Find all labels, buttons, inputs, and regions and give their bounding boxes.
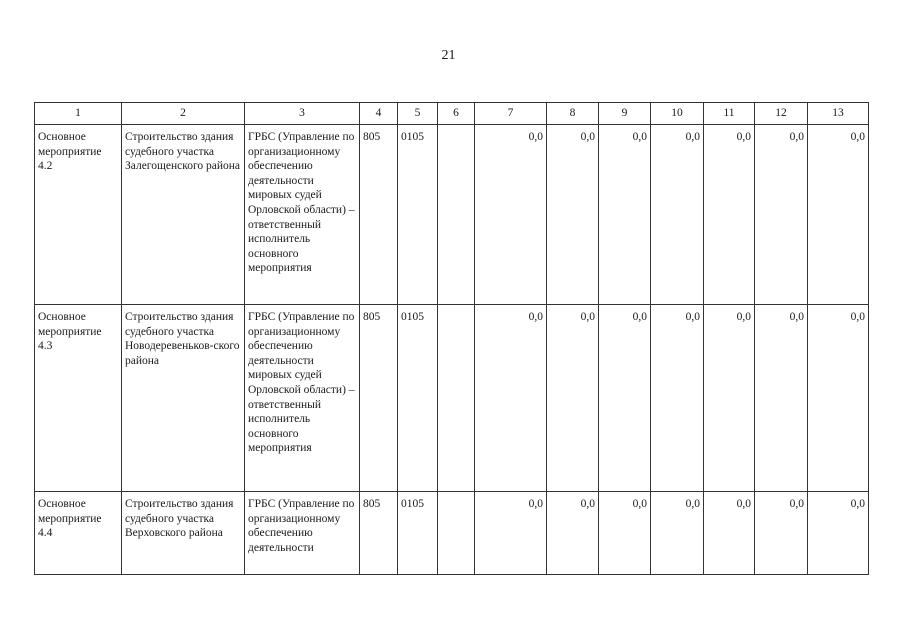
table-row (35, 492, 869, 575)
column-header: 5 (398, 103, 438, 125)
code-cell: 805 (360, 305, 398, 492)
column-header: 9 (599, 103, 651, 125)
value-cell: 0,0 (651, 492, 704, 575)
table-header-row (35, 103, 869, 125)
value-cell: 0,0 (547, 492, 599, 575)
value-cell: 0,0 (704, 492, 755, 575)
value-cell: 0,0 (475, 305, 547, 492)
column-header: 12 (755, 103, 808, 125)
column-header: 8 (547, 103, 599, 125)
value-cell: 0,0 (547, 305, 599, 492)
column-header: 2 (122, 103, 245, 125)
event-cell: Основное мероприятие 4.3 (35, 305, 122, 492)
column-header: 3 (245, 103, 360, 125)
value-cell: 0,0 (808, 492, 869, 575)
value-cell: 0,0 (651, 305, 704, 492)
event-cell: Основное мероприятие 4.2 (35, 125, 122, 305)
value-cell: 0,0 (755, 125, 808, 305)
value-cell: 0,0 (808, 305, 869, 492)
column-header: 10 (651, 103, 704, 125)
column-header: 11 (704, 103, 755, 125)
value-cell: 0,0 (475, 492, 547, 575)
table-row (35, 305, 869, 492)
executor-cell: ГРБС (Управление по организационному обеспечению деятельности мировых судей Орловской области) – ответственный исполнитель основного мероприятия (245, 125, 360, 305)
code-cell (438, 305, 475, 492)
page-number: 21 (441, 48, 456, 63)
code-cell: 0105 (398, 492, 438, 575)
value-cell: 0,0 (599, 305, 651, 492)
column-header: 7 (475, 103, 547, 125)
name-cell: Строительство здания судебного участка Залегощенского района (122, 125, 245, 305)
name-cell: Строительство здания судебного участка Верховского района (122, 492, 245, 575)
value-cell: 0,0 (808, 125, 869, 305)
event-cell: Основное мероприятие 4.4 (35, 492, 122, 575)
executor-cell: ГРБС (Управление по организационному обеспечению деятельности мировых судей Орловской области) – ответственный исполнитель основного мероприятия (245, 305, 360, 492)
code-cell (438, 125, 475, 305)
table-row (35, 125, 869, 305)
code-cell: 805 (360, 492, 398, 575)
value-cell: 0,0 (704, 125, 755, 305)
value-cell: 0,0 (755, 305, 808, 492)
code-cell: 0105 (398, 125, 438, 305)
column-header: 1 (35, 103, 122, 125)
budget-table (34, 102, 869, 575)
value-cell: 0,0 (704, 305, 755, 492)
value-cell: 0,0 (755, 492, 808, 575)
value-cell: 0,0 (599, 492, 651, 575)
code-cell: 0105 (398, 305, 438, 492)
column-header: 13 (808, 103, 869, 125)
value-cell: 0,0 (651, 125, 704, 305)
name-cell: Строительство здания судебного участка Новодеревеньков-ского района (122, 305, 245, 492)
value-cell: 0,0 (547, 125, 599, 305)
column-header: 6 (438, 103, 475, 125)
value-cell: 0,0 (599, 125, 651, 305)
executor-cell: ГРБС (Управление по организационному обеспечению деятельности (245, 492, 360, 575)
code-cell (438, 492, 475, 575)
column-header: 4 (360, 103, 398, 125)
value-cell: 0,0 (475, 125, 547, 305)
code-cell: 805 (360, 125, 398, 305)
